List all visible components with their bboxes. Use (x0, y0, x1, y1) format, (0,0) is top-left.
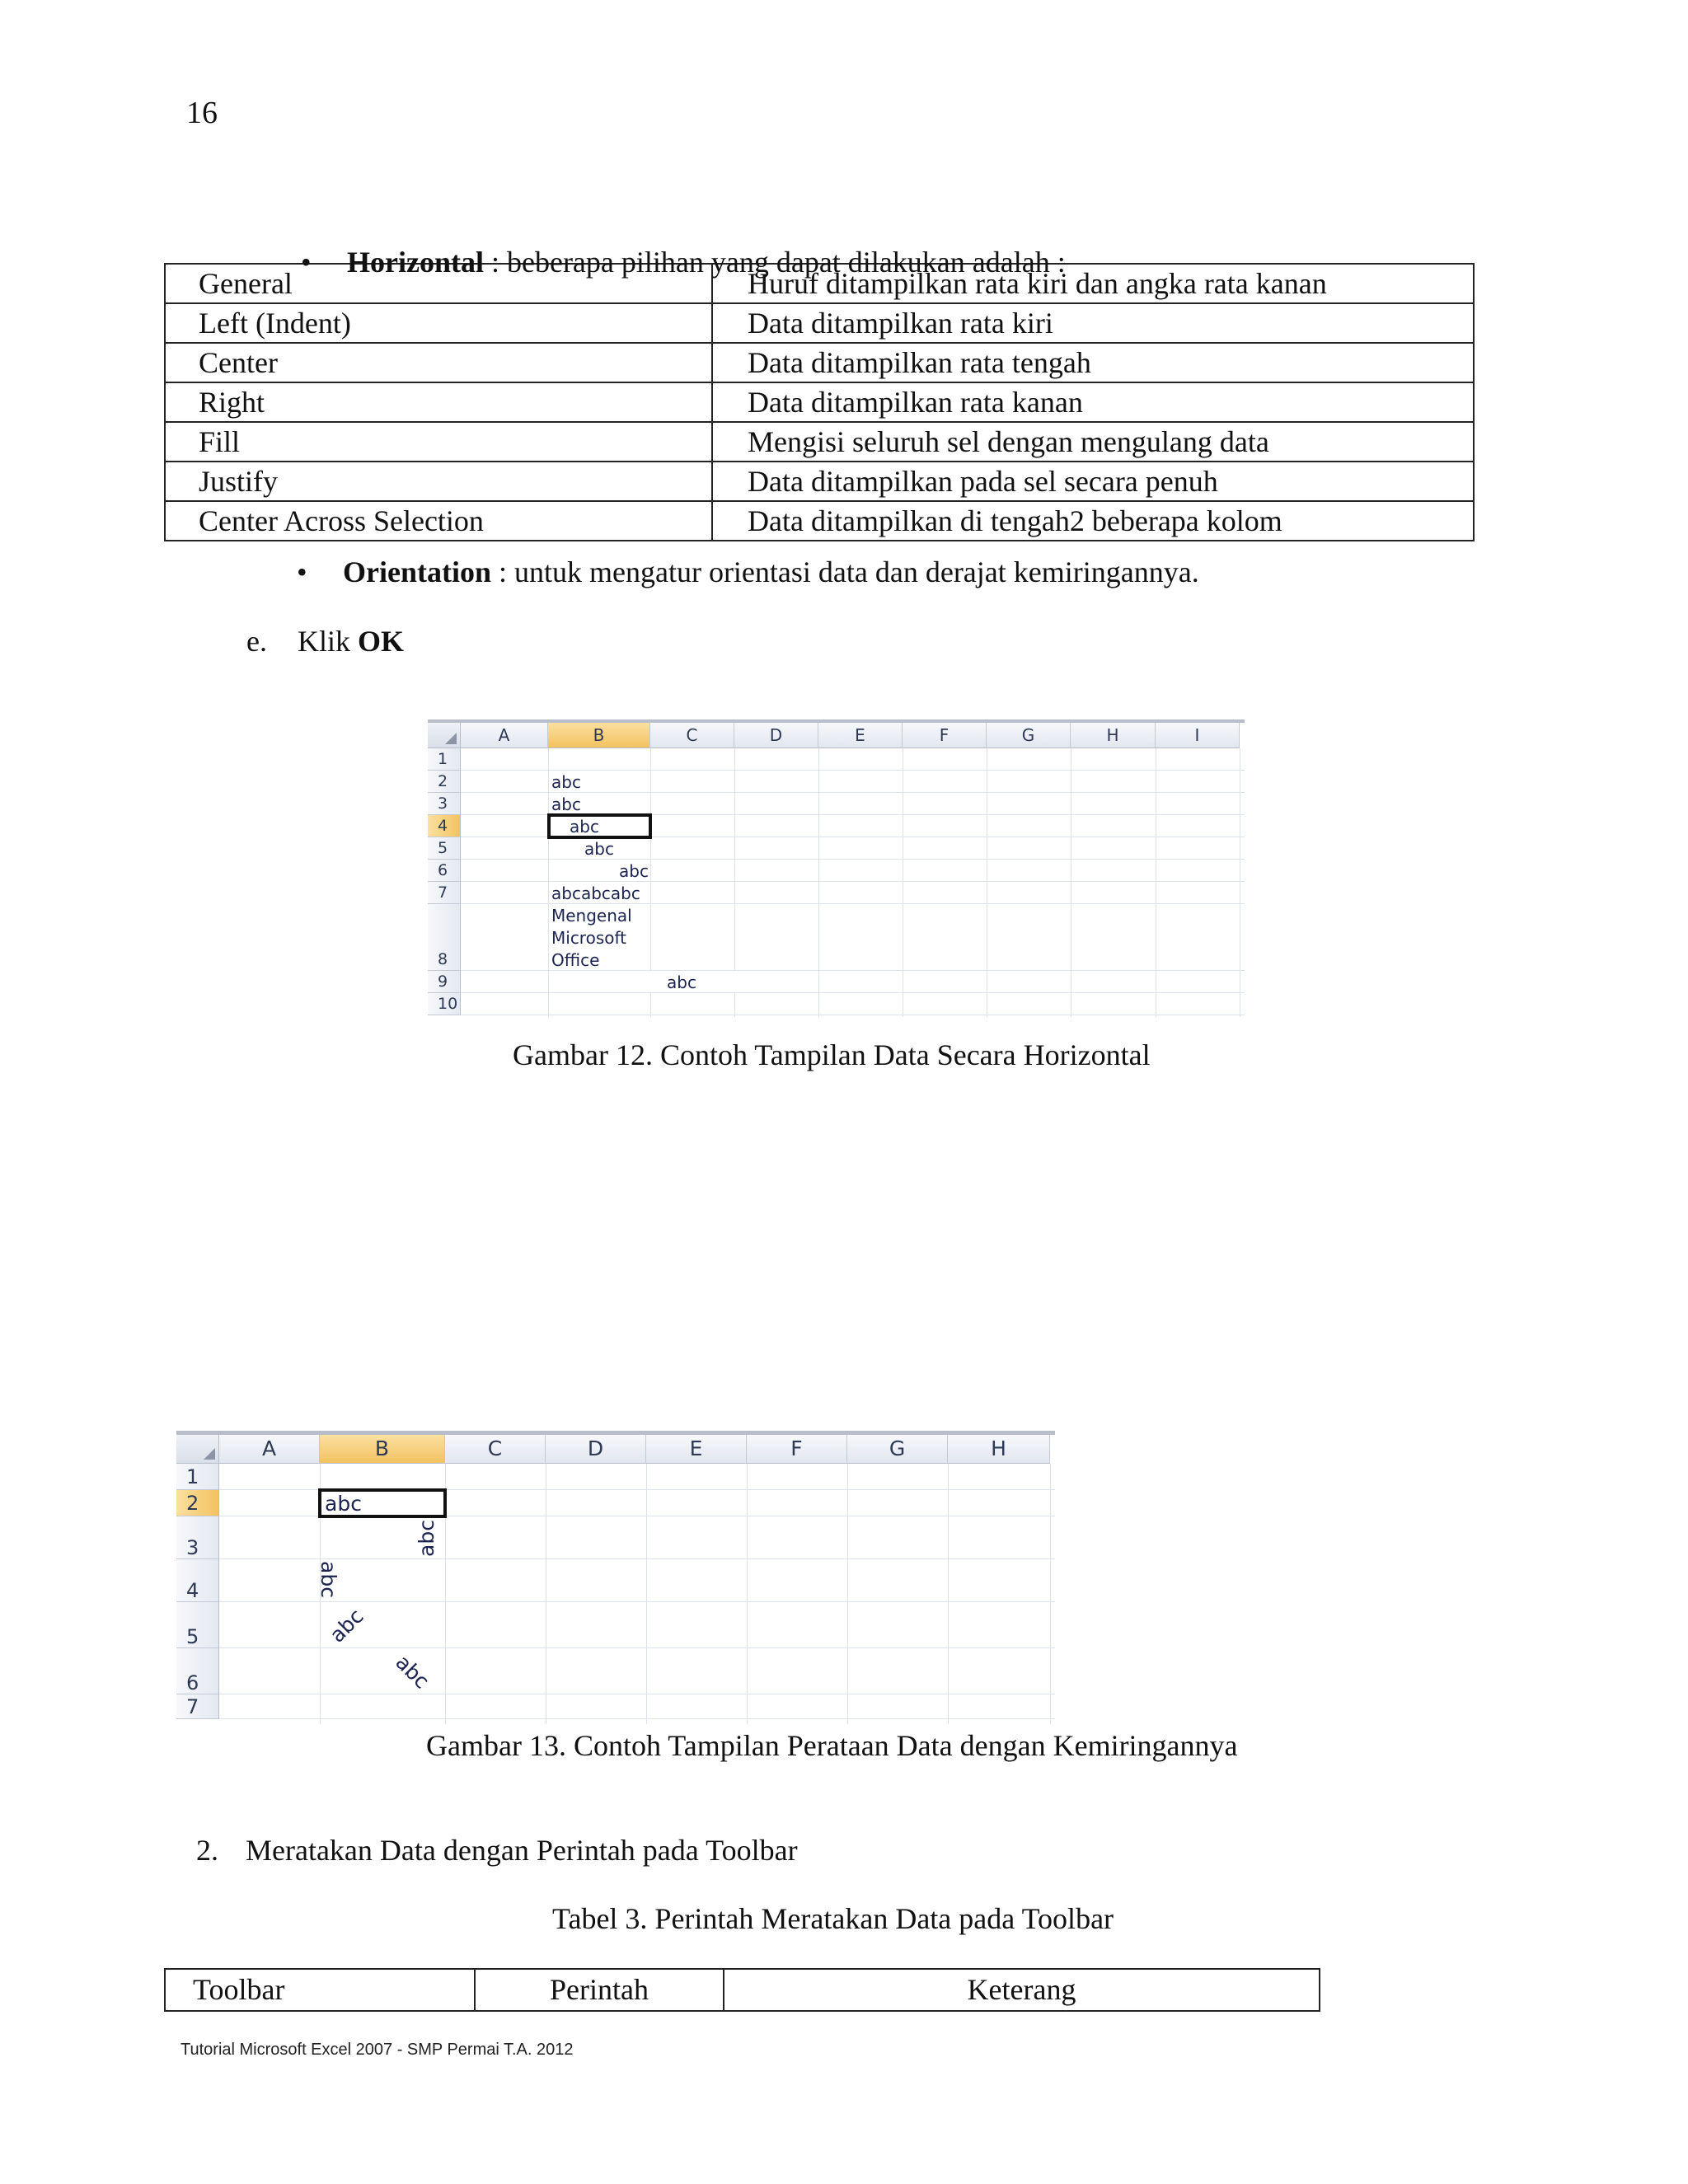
section-heading (196, 1835, 798, 1865)
option-cell: Center Across Selection (165, 501, 712, 541)
row-header-8: 8 (428, 904, 461, 971)
cell-b3-rotated-up: abc (414, 1520, 438, 1557)
column-header-e: E (646, 1435, 747, 1464)
step-bold: OK (358, 625, 405, 658)
grid-line (734, 748, 735, 971)
figure-12-caption: Gambar 12. Contoh Tampilan Data Secara Horizontal (513, 1038, 1151, 1071)
description-cell: Data ditampilkan di tengah2 beberapa kolom (712, 501, 1474, 541)
bullet-term: Orientation (343, 555, 491, 588)
option-cell: Left (Indent) (165, 303, 712, 343)
table-3-caption: Tabel 3. Perintah Meratakan Data pada Toolbar (552, 1902, 1114, 1935)
grid-line (1050, 1464, 1051, 1724)
page-footer: Tutorial Microsoft Excel 2007 - SMP Permai T.A. 2012 (181, 2041, 574, 2059)
grid-line (734, 993, 735, 1017)
cell-b8-justify-line: Microsoft (551, 928, 627, 948)
active-cell-outline[interactable] (318, 1488, 447, 1518)
grid-line (646, 1464, 647, 1724)
alignment-options-table (164, 263, 1475, 541)
cell-b5-angled-up: abc (325, 1604, 368, 1647)
row-header-5: 5 (176, 1602, 219, 1648)
page-number: 16 (186, 96, 218, 130)
grid-line (948, 1464, 949, 1724)
grid-line (747, 1464, 748, 1724)
row-header-4: 4 (176, 1559, 219, 1602)
row-header-6: 6 (428, 860, 461, 882)
grid-line (461, 970, 1245, 971)
grid-line (847, 1464, 848, 1724)
grid-line (818, 748, 819, 1017)
cell-b4-rotated-down: abc (316, 1561, 340, 1598)
row-header-3: 3 (176, 1516, 219, 1559)
cell-b8-justify-line: Office (551, 950, 600, 970)
grid-line (219, 1647, 1055, 1648)
row-header-9: 9 (428, 971, 461, 993)
excel-horizontal-alignment-screenshot (428, 719, 1245, 1017)
cell-b3-left: abc (551, 794, 581, 814)
column-header-f: F (747, 1435, 847, 1464)
figure-13-caption: Gambar 13. Contoh Tampilan Perataan Data dengan Kemiringannya (426, 1729, 1238, 1762)
column-header-keterangan: Keterang (724, 1969, 1320, 2011)
table-row (165, 422, 1474, 462)
option-cell: Fill (165, 422, 712, 462)
section-number: 2. (196, 1834, 218, 1867)
grid-line (650, 748, 651, 971)
column-header-d: D (546, 1435, 646, 1464)
grid-line (461, 770, 1245, 771)
column-header-g: G (987, 723, 1071, 748)
table-row (165, 501, 1474, 541)
column-header-g: G (847, 1435, 948, 1464)
table-row (165, 303, 1474, 343)
cell-b6-angled-down: abc (391, 1650, 434, 1694)
cell-b8-justify-line: Mengenal (551, 906, 632, 926)
cell-b2-horizontal: abc (325, 1492, 362, 1516)
table-header-row (165, 1969, 1320, 2011)
excel-orientation-screenshot (176, 1431, 1055, 1724)
row-header-10: 10 (428, 993, 461, 1015)
bullet-text: : untuk mengatur orientasi data dan derajat kemiringannya. (490, 555, 1199, 588)
row-header-3: 3 (428, 793, 461, 815)
cell-b2-general: abc (551, 772, 581, 792)
description-cell: Data ditampilkan rata tengah (712, 343, 1474, 382)
option-cell: Center (165, 343, 712, 382)
step-marker: e. (246, 625, 267, 658)
orientation-bullet (297, 557, 1199, 587)
row-header-1: 1 (428, 748, 461, 771)
table-row (165, 343, 1474, 382)
row-header-5: 5 (428, 837, 461, 860)
grid-line (461, 792, 1245, 793)
grid-line (461, 992, 1245, 993)
column-header-h: H (1071, 723, 1156, 748)
cell-b6-right: abc (619, 861, 649, 881)
section-title: Meratakan Data dengan Perintah pada Toolbar (246, 1834, 798, 1867)
grid-line (219, 1601, 1055, 1602)
grid-line (219, 1558, 1055, 1559)
column-header-f: F (903, 723, 987, 748)
column-header-h: H (948, 1435, 1050, 1464)
select-all-corner (176, 1435, 219, 1464)
step-text: Klik (298, 625, 359, 658)
column-header-a: A (219, 1435, 320, 1464)
option-cell: Right (165, 382, 712, 422)
table-row (165, 462, 1474, 501)
step-e (246, 626, 404, 656)
option-cell: General (165, 264, 712, 303)
cell-b5-center: abc (584, 839, 614, 859)
column-header-i: I (1156, 723, 1240, 748)
horizontal-bullet (301, 247, 1066, 277)
column-header-perintah: Perintah (475, 1969, 724, 2011)
row-header-2: 2 (428, 771, 461, 793)
bullet-mark: • (297, 555, 307, 588)
bullet-term: Horizontal (347, 246, 484, 279)
cell-b9-center-across-selection: abc (667, 972, 696, 992)
column-header-toolbar: Toolbar (165, 1969, 475, 2011)
column-header-d: D (734, 723, 818, 748)
grid-line (461, 859, 1245, 860)
column-header-c: C (445, 1435, 546, 1464)
option-cell: Justify (165, 462, 712, 501)
description-cell: Mengisi seluruh sel dengan mengulang data (712, 422, 1474, 462)
grid-line (219, 1718, 1055, 1719)
column-header-a: A (461, 723, 548, 748)
row-header-7: 7 (428, 882, 461, 904)
grid-line (650, 993, 651, 1017)
cell-b4-left-indent: abc (570, 817, 599, 837)
bullet-text: : beberapa pilihan yang dapat dilakukan adalah : (483, 246, 1066, 279)
column-header-b: B (320, 1435, 445, 1464)
table-row (165, 382, 1474, 422)
grid-line (461, 903, 1245, 904)
description-cell: Data ditampilkan rata kiri (712, 303, 1474, 343)
row-header-7: 7 (176, 1694, 219, 1719)
column-header-e: E (818, 723, 903, 748)
description-cell: Huruf ditampilkan rata kiri dan angka rata kanan (712, 264, 1474, 303)
bullet-mark: • (301, 246, 312, 279)
grid-line (461, 881, 1245, 882)
row-header-4: 4 (428, 815, 461, 837)
row-header-6: 6 (176, 1648, 219, 1694)
row-header-2: 2 (176, 1490, 219, 1516)
active-cell-outline[interactable] (547, 813, 652, 839)
description-cell: Data ditampilkan pada sel secara penuh (712, 462, 1474, 501)
select-all-corner (428, 723, 461, 748)
cell-b7-fill: abcabcabc (551, 883, 640, 903)
column-header-c: C (650, 723, 734, 748)
description-cell: Data ditampilkan rata kanan (712, 382, 1474, 422)
column-header-b: B (548, 723, 650, 748)
toolbar-commands-table (164, 1968, 1320, 2012)
row-header-1: 1 (176, 1464, 219, 1490)
grid-line (548, 748, 549, 1017)
